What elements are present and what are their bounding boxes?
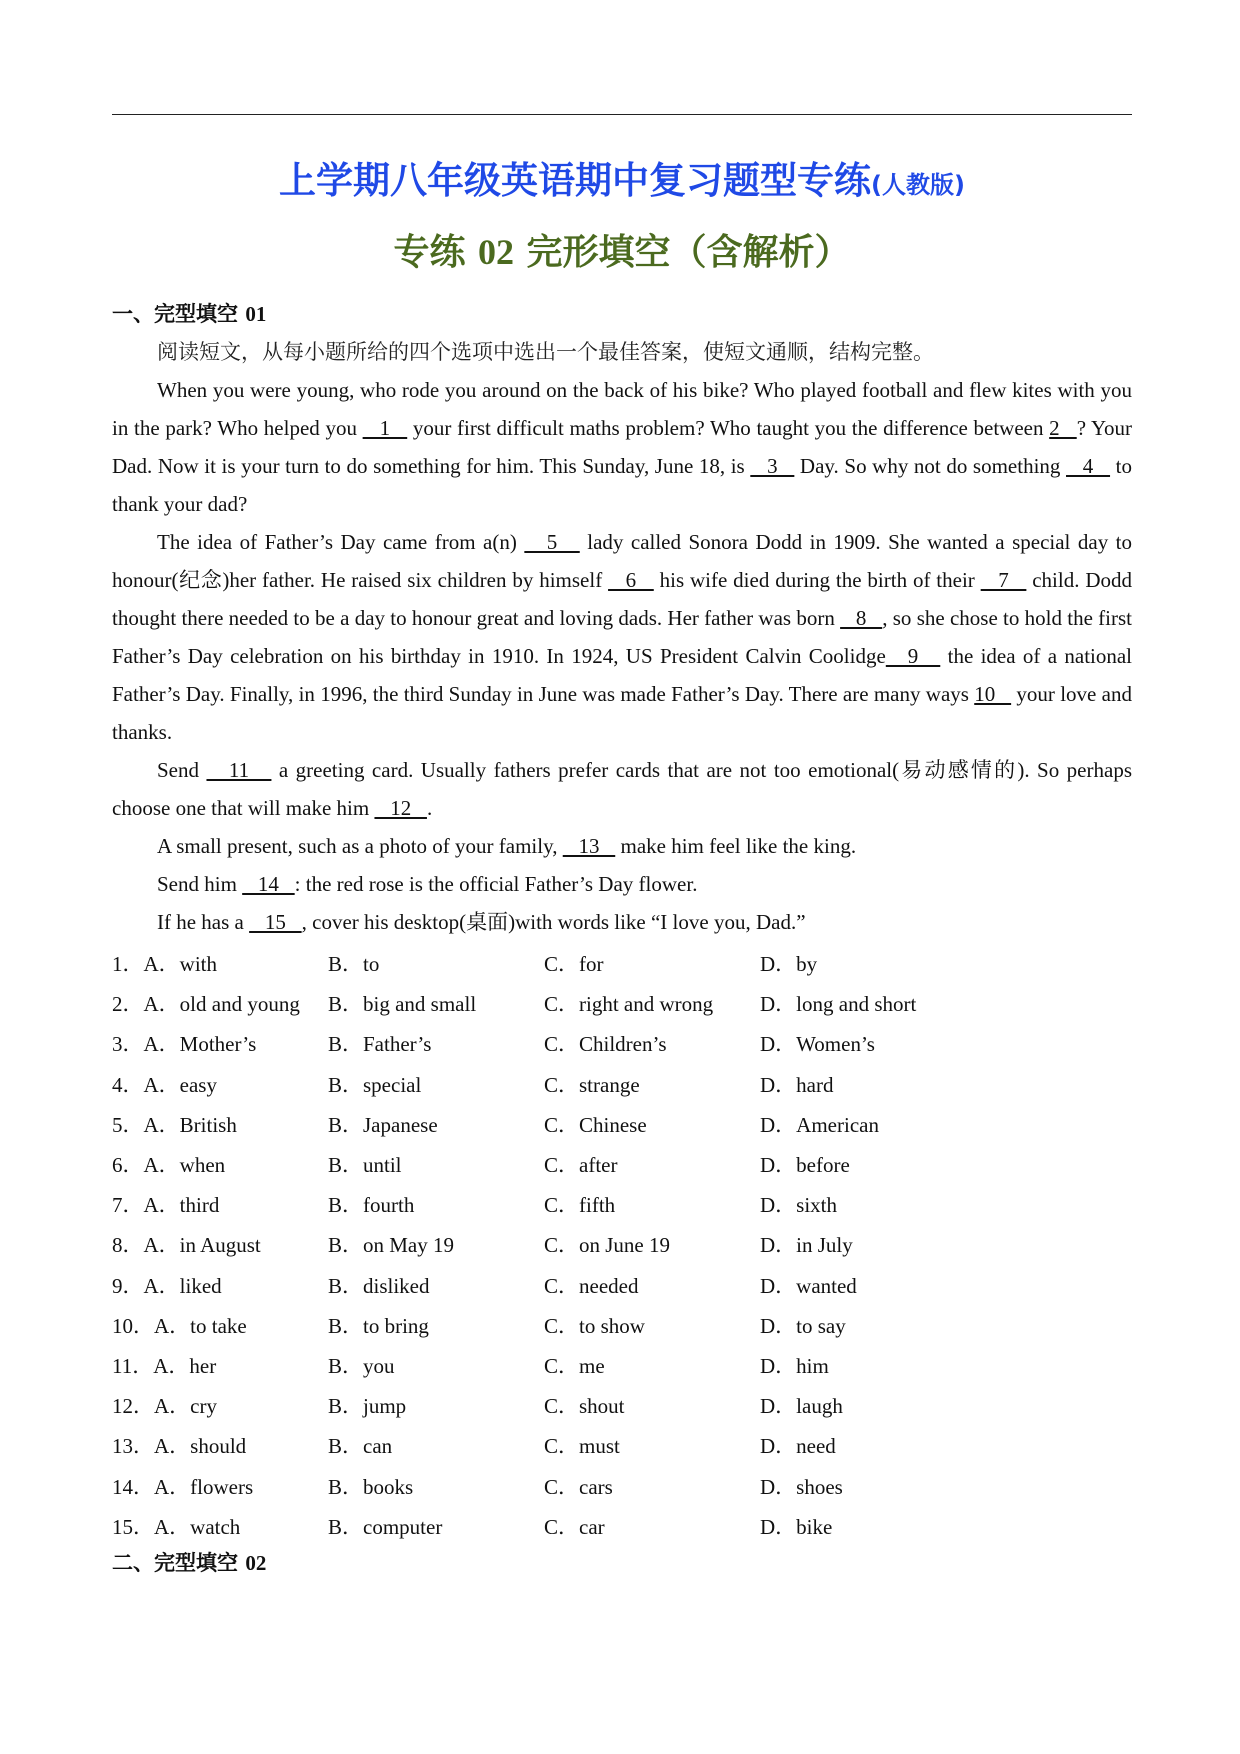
blank-11: 11 bbox=[206, 758, 272, 782]
question-option-c: C．right and wrong bbox=[544, 992, 714, 1017]
question-option-b: B．Father’s bbox=[328, 1032, 432, 1057]
option-text: A．when bbox=[143, 1153, 226, 1178]
blank-5: 5 bbox=[524, 530, 580, 554]
question-option-d: D．laugh bbox=[760, 1394, 843, 1419]
section-2-label: 二、完型填空 bbox=[112, 1551, 238, 1575]
passage-text: to thank your dad? bbox=[112, 454, 1132, 516]
passage-paragraph-2 bbox=[112, 523, 1132, 751]
question-option-a bbox=[112, 1069, 217, 1099]
question-option-c: C．Children’s bbox=[544, 1032, 667, 1057]
question-option-a bbox=[112, 1310, 247, 1340]
option-text: A．British bbox=[143, 1112, 237, 1137]
passage-paragraph-3 bbox=[112, 751, 1132, 827]
option-text: A．with bbox=[143, 952, 217, 977]
blank-3: 3 bbox=[750, 454, 795, 478]
question-option-a bbox=[112, 948, 217, 978]
question-number: 10． bbox=[112, 1313, 154, 1338]
subtitle-prefix: 专练 bbox=[393, 232, 466, 273]
option-text: A．third bbox=[143, 1193, 220, 1218]
blank-10: 10 bbox=[974, 682, 1012, 706]
option-text: A．to take bbox=[154, 1313, 247, 1338]
question-number: 7． bbox=[112, 1193, 144, 1218]
question-option-c: C．fifth bbox=[544, 1193, 616, 1218]
question-option-a bbox=[112, 1270, 222, 1300]
passage-text: child. Dodd thought there needed to be a day to honour great and loving dads. Her father was born bbox=[112, 568, 1133, 630]
passage-text: If he has a bbox=[157, 910, 250, 934]
subtitle-number: 02 bbox=[478, 232, 514, 272]
question-row bbox=[112, 943, 1132, 983]
question-row bbox=[112, 1305, 1132, 1345]
passage-text: ? Your Dad. Now it is your turn to do something for him. This Sunday, June 18, is bbox=[112, 416, 1132, 478]
subtitle-suffix: 完形填空（含解析） bbox=[526, 232, 851, 273]
passage-text: the idea of a national Father’s Day. Finally, in 1996, the third Sunday in June was made Father’s Day. There are many ways bbox=[112, 644, 1133, 706]
passage-text: make him feel like the king. bbox=[615, 834, 857, 858]
question-row bbox=[112, 1506, 1132, 1546]
question-number: 3． bbox=[112, 1032, 144, 1057]
question-row bbox=[112, 1465, 1132, 1505]
question-option-d: D．need bbox=[760, 1434, 836, 1459]
question-option-a bbox=[112, 1149, 225, 1179]
question-number: 13． bbox=[112, 1434, 154, 1459]
question-option-d: D．in July bbox=[760, 1233, 853, 1258]
instruction-text: 阅读短文，从每小题所给的四个选项中选出一个最佳答案，使短文通顺，结构完整。 bbox=[157, 340, 934, 364]
blank-7: 7 bbox=[980, 568, 1027, 592]
section-1-number: 01 bbox=[245, 302, 267, 326]
blank-12: 12 bbox=[374, 796, 427, 820]
question-number: 11． bbox=[112, 1353, 154, 1378]
option-text: A．watch bbox=[154, 1514, 241, 1539]
blank-15: 15 bbox=[249, 910, 302, 934]
question-option-c: C．strange bbox=[544, 1072, 640, 1097]
passage-text: your love and thanks. bbox=[112, 682, 1132, 744]
question-option-a bbox=[112, 1189, 219, 1219]
question-number: 4． bbox=[112, 1072, 144, 1097]
blank-4: 4 bbox=[1066, 454, 1111, 478]
question-option-b: B．until bbox=[328, 1153, 402, 1178]
question-option-d: D．before bbox=[760, 1153, 850, 1178]
blank-1: 1 bbox=[362, 416, 408, 440]
option-text: A．cry bbox=[154, 1394, 217, 1419]
document-title bbox=[112, 150, 1132, 204]
question-option-d: D．sixth bbox=[760, 1193, 838, 1218]
blank-9: 9 bbox=[885, 644, 941, 668]
question-option-b: B．jump bbox=[328, 1394, 407, 1419]
question-option-c: C．must bbox=[544, 1434, 620, 1459]
passage-text: a greeting card. Usually fathers prefer cards that are not too emotional(易动感情的). So perhaps choose one that will make him bbox=[112, 758, 1132, 820]
question-option-d: D．by bbox=[760, 952, 818, 977]
option-text: A．should bbox=[154, 1434, 247, 1459]
passage-text: lady called Sonora Dodd in 1909. She wanted a special day to honour(纪念)her father. He raised six children by himself bbox=[112, 530, 1133, 592]
question-option-a bbox=[112, 988, 300, 1018]
question-row bbox=[112, 1385, 1132, 1425]
question-row bbox=[112, 1144, 1132, 1184]
question-option-d: D．him bbox=[760, 1353, 829, 1378]
question-row bbox=[112, 1425, 1132, 1465]
title-main: 上学期八年级英语期中复习题型专练 bbox=[279, 159, 872, 202]
section-1-label: 一、完型填空 bbox=[112, 302, 238, 326]
top-rule bbox=[112, 114, 1132, 115]
section-2-number: 02 bbox=[245, 1551, 267, 1575]
question-option-c: C．for bbox=[544, 952, 604, 977]
blank-13: 13 bbox=[562, 834, 616, 858]
question-option-c: C．car bbox=[544, 1514, 605, 1539]
question-option-c: C．on June 19 bbox=[544, 1233, 670, 1258]
question-option-b: B．fourth bbox=[328, 1193, 415, 1218]
question-option-b: B．special bbox=[328, 1072, 422, 1097]
passage-paragraph-1 bbox=[112, 371, 1132, 523]
passage-text: Send bbox=[157, 758, 207, 782]
question-row bbox=[112, 1224, 1132, 1264]
question-option-c: C．cars bbox=[544, 1474, 613, 1499]
question-number: 5． bbox=[112, 1112, 144, 1137]
question-option-a bbox=[112, 1350, 216, 1380]
question-option-c: C．Chinese bbox=[544, 1112, 647, 1137]
passage-text: The idea of Father’s Day came from a(n) bbox=[157, 530, 525, 554]
document-subtitle bbox=[112, 224, 1132, 275]
passage-text: . bbox=[426, 796, 433, 820]
passage-text: your first difficult maths problem? Who taught you the difference between bbox=[407, 416, 1050, 440]
passage-text: , so she chose to hold the first Father’s Day celebration on his birthday in 1910. In 1924, US President Calvin Coolidge bbox=[112, 606, 1133, 668]
option-text: A．in August bbox=[143, 1233, 261, 1258]
question-row bbox=[112, 1023, 1132, 1063]
blank-14: 14 bbox=[242, 872, 295, 896]
question-option-d: D．American bbox=[760, 1112, 879, 1137]
blank-8: 8 bbox=[840, 606, 883, 630]
question-number: 15． bbox=[112, 1514, 154, 1539]
question-row bbox=[112, 983, 1132, 1023]
question-row bbox=[112, 1184, 1132, 1224]
question-number: 6． bbox=[112, 1153, 144, 1178]
question-option-b: B．books bbox=[328, 1474, 414, 1499]
passage-paragraph-4 bbox=[112, 827, 1132, 865]
question-number: 12． bbox=[112, 1394, 154, 1419]
option-text: A．easy bbox=[143, 1072, 217, 1097]
question-option-a bbox=[112, 1028, 256, 1058]
question-option-c: C．needed bbox=[544, 1273, 639, 1298]
question-option-a bbox=[112, 1511, 240, 1541]
option-text: A．her bbox=[153, 1353, 217, 1378]
passage-text: When you were young, who rode you around on the back of his bike? Who played football and flew kites with you in the park? Who helped you bbox=[112, 378, 1132, 440]
passage-text: his wife died during the birth of their bbox=[653, 568, 981, 592]
passage-paragraph-6 bbox=[112, 903, 1132, 941]
question-option-b: B．Japanese bbox=[328, 1112, 438, 1137]
passage-paragraph-5 bbox=[112, 865, 1132, 903]
question-option-d: D．bike bbox=[760, 1514, 833, 1539]
question-option-b: B．to bbox=[328, 952, 380, 977]
passage-text: Day. So why not do something bbox=[794, 454, 1067, 478]
passage-text: : the red rose is the official Father’s Day flower. bbox=[294, 872, 698, 896]
question-option-a bbox=[112, 1430, 246, 1460]
question-option-a bbox=[112, 1109, 237, 1139]
question-option-b: B．can bbox=[328, 1434, 393, 1459]
question-option-c: C．me bbox=[544, 1353, 605, 1378]
question-option-d: D．to say bbox=[760, 1313, 846, 1338]
section-heading-1 bbox=[112, 298, 266, 328]
passage-text: A small present, such as a photo of your family, bbox=[157, 834, 563, 858]
question-number: 9． bbox=[112, 1273, 144, 1298]
question-row bbox=[112, 1064, 1132, 1104]
title-edition: (人教版) bbox=[871, 171, 965, 199]
option-text: A．liked bbox=[143, 1273, 222, 1298]
question-number: 8． bbox=[112, 1233, 144, 1258]
question-option-b: B．big and small bbox=[328, 992, 477, 1017]
option-text: A．old and young bbox=[143, 992, 300, 1017]
question-number: 2． bbox=[112, 992, 144, 1017]
option-text: A．flowers bbox=[154, 1474, 254, 1499]
question-option-a bbox=[112, 1390, 217, 1420]
passage-text: Send him bbox=[157, 872, 243, 896]
question-option-d: D．wanted bbox=[760, 1273, 857, 1298]
question-option-c: C．after bbox=[544, 1153, 618, 1178]
question-option-c: C．shout bbox=[544, 1394, 625, 1419]
question-option-b: B．computer bbox=[328, 1514, 443, 1539]
question-option-d: D．hard bbox=[760, 1072, 834, 1097]
passage-text: , cover his desktop(桌面)with words like “I love you, Dad.” bbox=[301, 910, 806, 934]
question-option-d: D．shoes bbox=[760, 1474, 843, 1499]
question-row bbox=[112, 1104, 1132, 1144]
question-option-a bbox=[112, 1229, 261, 1259]
question-options bbox=[112, 943, 1132, 1546]
question-option-b: B．you bbox=[328, 1353, 395, 1378]
question-option-a bbox=[112, 1471, 253, 1501]
question-option-b: B．disliked bbox=[328, 1273, 430, 1298]
blank-2: 2 bbox=[1049, 416, 1077, 440]
question-option-b: B．on May 19 bbox=[328, 1233, 454, 1258]
question-row bbox=[112, 1345, 1132, 1385]
question-option-d: D．Women’s bbox=[760, 1032, 875, 1057]
question-option-d: D．long and short bbox=[760, 992, 917, 1017]
question-option-b: B．to bring bbox=[328, 1313, 429, 1338]
question-number: 14． bbox=[112, 1474, 154, 1499]
blank-6: 6 bbox=[608, 568, 654, 592]
section-heading-2 bbox=[112, 1547, 266, 1577]
option-text: A．Mother’s bbox=[143, 1032, 257, 1057]
question-row bbox=[112, 1265, 1132, 1305]
question-number: 1． bbox=[112, 952, 144, 977]
question-option-c: C．to show bbox=[544, 1313, 645, 1338]
passage bbox=[112, 371, 1132, 941]
